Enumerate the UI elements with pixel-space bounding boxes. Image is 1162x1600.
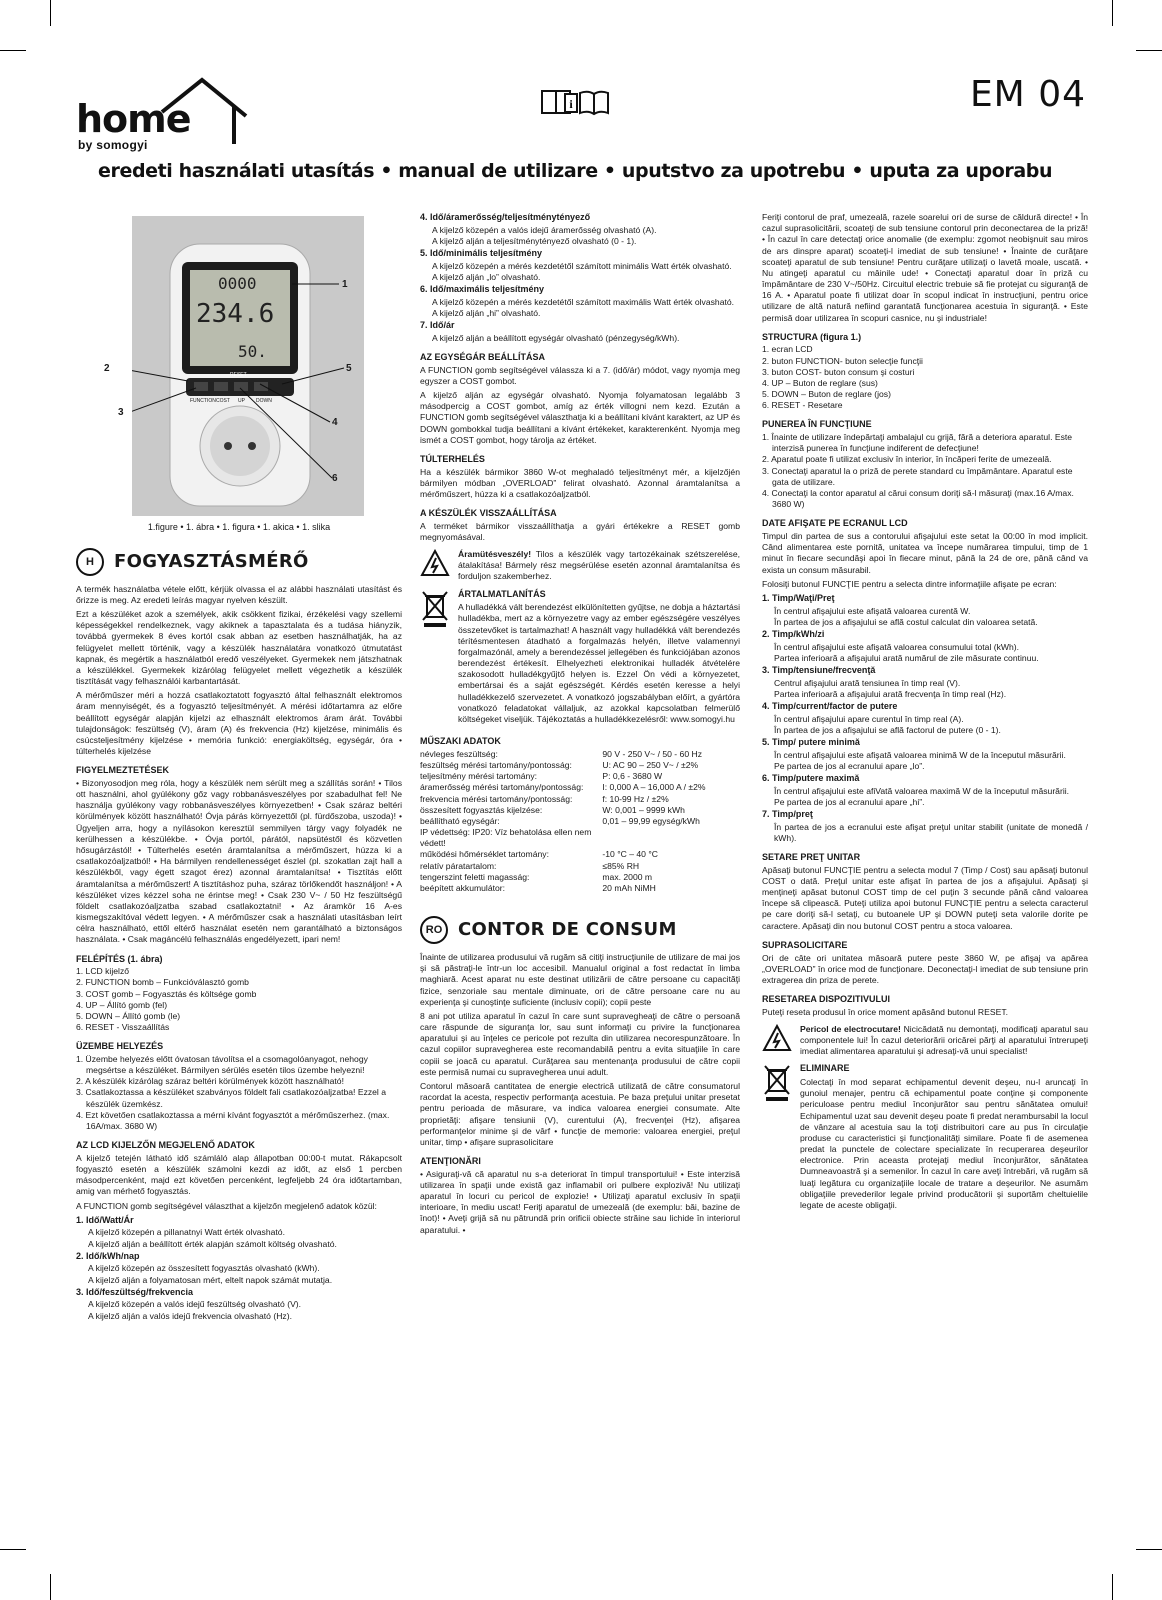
mode-text: A kijelző alján a beállított egységár olvasható (pénzegység/kWh).	[432, 332, 680, 343]
subheading: MŰSZAKI ADATOK	[420, 736, 501, 747]
language-badge-hu: H	[76, 548, 104, 576]
list-item: 1. Üzembe helyezés előtt óvatosan távolítsa el a csomagolóanyagot, nehogy megsértse a készüléket. Bármilyen sérülés esetén tilos üzembe helyezni!	[76, 1053, 368, 1076]
list-item: 1. Înainte de utilizare îndepărtaţi ambalajul cu grijă, fără a deteriora aparatul. Este interzisă punerea în funcţiune indiferent de defecţiune!	[762, 432, 1073, 454]
spec-value: max. 2000 m	[602, 871, 653, 882]
mode-heading: 7. Idő/ár	[420, 320, 455, 331]
crop-mark	[1136, 50, 1162, 51]
mode-text: În partea de jos a ecranului este afişat preţul unitar stabilit (unitate de monedă / kWh).	[774, 821, 1088, 843]
spec-label: beépített akkumulátor:	[420, 882, 506, 893]
list-item: 5. DOWN – Állító gomb (le)	[76, 1010, 181, 1021]
paragraph: Apăsaţi butonul FUNCŢIE pentru a selecta modul 7 (Timp / Cost) sau apăsaţi butonul COST o dată. Preţul unitar este afişat în partea de jos a afişajului. Apăsaţi şi menţineţi apăsat butonul COST timp de cel puţin 3 secunde până când valoarea începe să clipească. Puteţi utiliza apoi butonul FUNCŢIE pentru a selecta caracterul pe care doriţi să-l setaţi, cu butoanele UP şi DOWN puteţi seta valorile dorite pe caractere. Apăsaţi din nou butonul COST pentru a stoca valoarea.	[762, 864, 1088, 931]
spec-label: áramerősség mérési tartomány/pontosság:	[420, 782, 584, 793]
list-item: 3. Conectaţi aparatul la o priză de perete standard cu împământare. Aparatul este gata de utilizare.	[762, 465, 1073, 487]
subheading: SETARE PREŢ UNITAR	[762, 852, 861, 863]
table-row	[420, 861, 740, 872]
mode-heading: 6. Timp/putere maximă	[762, 773, 860, 784]
list-item: 4. UP – Állító gomb (fel)	[76, 999, 168, 1010]
warning-text: Tilos a készülék vagy tartozékainak szétszerelése, átalakítása! Bármely rész megsérülése esetén azonnal áramtalanítsa és forduljon szakemberhez.	[458, 549, 740, 582]
crop-mark	[50, 1574, 51, 1600]
paragraph: Ori de câte ori unitatea măsoară putere peste 3860 W, pe afişaj va apărea „OVERLOAD” în orice mod de funcţionare. Deconectaţi-l imediat de sub tensiune prin extragerea din priza de perete.	[762, 952, 1088, 985]
disposal-notice	[420, 589, 740, 729]
subheading: TÚLTERHELÉS	[420, 453, 485, 464]
list-item: 5. DOWN – Buton de reglare (jos)	[762, 389, 891, 400]
subheading: ELIMINARE	[800, 1063, 850, 1074]
spec-label: relatív páratartalom:	[420, 860, 497, 871]
list-item: 6. RESET - Visszaállítás	[76, 1022, 170, 1033]
mode-heading: 1. Timp/Waţi/Preţ	[762, 592, 835, 603]
subheading: DATE AFIŞATE PE ECRANUL LCD	[762, 518, 908, 529]
function-button-label: FUNCTION	[190, 398, 216, 404]
mode-text: A kijelző alján „hi” olvasható.	[432, 307, 541, 318]
list-item: 4. Ezt követően csatlakoztassa a mérni kívánt fogyasztót a mérőműszerhez. (max. 16A/max. 3680 W)	[76, 1109, 390, 1131]
paragraph: A kijelző alján az egységár olvasható. Nyomja folyamatosan legalább 3 másodpercig a COST gombot, amíg az érték villogni nem kezd. Ezután a FUNCTION gomb segítségével választhatja ki a beállítani kívánt karaktert, az UP és DOWN gombokkal tudja beállítani a kívánt értékeket, karakterenként. Nyomja meg ismét a COST gombot, hogy tárolja az értéket.	[420, 389, 740, 445]
mode-heading: 3. Idő/feszültség/frekvencia	[76, 1286, 194, 1297]
crop-mark	[0, 1549, 26, 1550]
paragraph: A FUNCTION gomb segítségével válassza ki a 7. (idő/ár) módot, vagy nyomja meg egyszer a COST gombot.	[420, 364, 740, 386]
callout-6: 6	[332, 473, 338, 484]
paragraph: 8 ani pot utiliza aparatul în cazul în care sunt supravegheaţi de către o persoană care răspunde de siguranţa lor, sau sunt informaţi cu privire la funcţionarea aparatului şi au înţeles ce pericole pot rezulta din utilizarea necorespunzătoare. În cazul copiilor supravegherea este recomandabilă pentru a evita situaţiile în care copiii se joacă cu aparatul. Curăţarea sau mentenanţa produsului de către copii este permisă numai cu supravegherea unui adult.	[420, 1010, 740, 1077]
table-row	[420, 749, 740, 760]
mode-text: A kijelző alján a valós idejű frekvencia olvasható (Hz).	[88, 1310, 292, 1321]
column-hungarian	[76, 212, 402, 1322]
paragraph: A termék használatba vétele előtt, kérjük olvassa el az alábbi használati utasítást és őrizze is meg. Az eredeti leírás magyar nyelven készült.	[76, 583, 402, 605]
mode-text: În partea de jos a afişajului se află factorul de putere (0 - 1).	[774, 724, 1001, 735]
list-item: 4. Conectaţi la contor aparatul al cărui consum doriţi să-l măsuraţi (max.16 A/max. 3680 W)	[762, 487, 1074, 510]
spec-label: működési hőmérséklet tartomány:	[420, 849, 549, 860]
mode-heading: 1. Idő/Watt/Ár	[76, 1214, 134, 1225]
table-row	[420, 805, 740, 816]
figure-caption: 1.figure • 1. ábra • 1. figura • 1. akica • 1. slika	[147, 522, 331, 532]
mode-text: În centrul afişajului apare curentul în timp real (A).	[774, 713, 964, 724]
spec-value: W: 0,001 – 9999 kWh	[602, 804, 685, 815]
list-item: 6. RESET - Resetare	[762, 400, 843, 411]
model-number: EM 04	[969, 74, 1086, 115]
paragraph: Puteţi reseta produsul în orice moment apăsând butonul RESET.	[762, 1006, 1009, 1017]
electric-hazard-icon	[762, 1024, 792, 1052]
up-button-label: UP	[238, 398, 245, 404]
spec-value: f: 10-99 Hz / ±2%	[602, 793, 669, 804]
electric-shock-warning	[420, 549, 740, 583]
paragraph: Folosiţi butonul FUNCŢIE pentru a selecta dintre informaţiile afişate pe ecran:	[762, 578, 1057, 589]
mode-text: A kijelző alján a teljesítménytényező olvasható (0 - 1).	[432, 235, 637, 246]
brand-logo	[76, 76, 251, 156]
spec-value: U: AC 90 – 250 V~ / ±2%	[602, 760, 699, 771]
table-row	[420, 883, 740, 894]
table-row	[420, 827, 740, 849]
list-item: 1. LCD kijelző	[76, 966, 130, 977]
down-button-label: DOWN	[256, 398, 272, 404]
crop-mark	[1136, 1549, 1162, 1550]
table-row	[420, 782, 740, 793]
subheading: AZ EGYSÉGÁR BEÁLLÍTÁSA	[420, 351, 546, 362]
mode-heading: 3. Timp/tensiune/frecvenţă	[762, 664, 876, 675]
svg-text:i: i	[569, 97, 573, 111]
mode-text: În partea de jos a afişajului se află costul calculat din valoarea setată.	[774, 616, 1038, 627]
callout-2: 2	[104, 363, 110, 374]
paragraph: A hulladékká vált berendezést elkülönítetten gyűjtse, ne dobja a háztartási hulladékba, mert az a környezetre vagy az ember egészségére veszélyes összetevőket is tartalmazhat! A használt vagy hulladékká vált berendezés térítésmentesen átadható a forgalmazás helyén, illetve valamennyi forgalmazónál, amely a berendezéssel jellegében és funkciójában azonos berendezést értékesít. Elhelyezheti elektronikai hulladék átvételére szakosodott hulladékgyűjtő helyen is. Ezzel Ön védi a környezetet, embertársai és a saját egészségét. Kérdés esetén keresse a helyi hulladékkezelő szervezetet. A vonatkozó jogszabályban előírt, a gyártóra vonatkozó feladatokat vállaljuk, az azokkal kapcsolatban felmerülő költségeket viseljük. Tájékoztatás a hulladékkezelésről: www.somogyi.hu	[458, 602, 740, 724]
read-manual-icon	[540, 88, 610, 116]
subheading: FIGYELMEZTETÉSEK	[76, 765, 170, 776]
mode-text: Pe partea de jos al ecranului apare „lo”.	[774, 760, 925, 771]
paragraph: Înainte de utilizarea produsului vă rugăm să citiţi instrucţiunile de utilizare de mai jos şi să păstraţi-le într-un loc accesibil. Manualul original a fost redactat în limba maghiară. Acest aparat nu este destinat utilizării de către persoane cu capacităţi fizice, senzoriale sau mentale diminuate, ori de către persoane care nu au experienţa şi cunoştinţe suficiente (inclusiv copii); copii peste	[420, 952, 740, 1007]
page-subtitle: eredeti használati utasítás • manual de utilizare • uputstvo za upotrebu • uputa za uporabu	[98, 160, 1053, 182]
callout-5: 5	[346, 363, 352, 374]
column-middle	[420, 212, 740, 1239]
subheading: PUNEREA ÎN FUNCŢIUNE	[762, 419, 872, 430]
mode-heading: 5. Timp/ putere minimă	[762, 737, 860, 747]
mode-heading: 2. Timp/kWh/zi	[762, 628, 825, 639]
mode-text: A kijelző közepén az összesített fogyasztás olvasható (kWh).	[88, 1263, 320, 1274]
list-item: 3. buton COST- buton consum şi costuri	[762, 366, 915, 377]
mode-text: În centrul afişajului este afişată valoarea consumului total (kWh).	[774, 641, 1020, 652]
table-row	[420, 794, 740, 805]
crop-mark	[50, 0, 51, 26]
subheading: RESETAREA DISPOZITIVULUI	[762, 994, 891, 1005]
subheading: ÜZEMBE HELYEZÉS	[76, 1041, 164, 1052]
spec-value: ≤85% RH	[602, 860, 640, 871]
paragraph: • Bizonyosodjon meg róla, hogy a készülék nem sérült meg a szállítás során! • Tilos ott használni, ahol gyúlékony gőz vagy robbanásveszélyes por szabadulhat fel! Ne használja gyúlékony vagy robbanásveszélyes környezetben! • Csak száraz beltéri körülmények között használható! Óvja párás környezettől (pl. fürdőszoba, uszoda)! • Ügyeljen arra, hogy a nyílásokon keresztül semmilyen tárgy vagy folyadék ne kerülhessen a készülékbe. • Óvja portól, párától, napsütéstől és közvetlen hősugárzástól! • Túlterhelés esetén áramtalanítsa a mérőműszert, húzza ki a csatlakozóaljzatból! • Ha bármilyen rendellenességet észlel (pl. szokatlan zajt hall a készülékből, vagy égett szagot érez) azonnal áramtalanítsa! • Tisztítás előtt áramtalanítsa a mérőműszert! A tisztításhoz puha, száraz törlőkendőt használjon! • A készüléket vizes kézzel soha ne érintse meg! • Csak 230 V~ / 50 Hz feszültségű földelt csatlakozóaljzatba szabad csatlakoztatni! • Az áramkör 16 A-es kismegszakítóval védett legyen. • A mérőműszer csak a használati utasításban leírt célra használható, ettől eltérő használat esetén nem garantálható a biztonságos használata. • Csak magáncélú felhasználás engedélyezett, ipari nem!	[76, 777, 402, 945]
table-row	[420, 816, 740, 827]
paragraph: Feriţi contorul de praf, umezeală, razele soarelui ori de surse de căldură directe! • În cazul suprasolicitării, scoateţi de sub tensiune contorul prin deconectarea de la priză! • În cazul în care detectaţi orice anomalie (de exemplu: zgomot neobişnuit sau miros de ars dinspre aparat) scoateţi-l imediat de sub tensiune! • Înainte de curăţare scoateţi aparatul de sub tensiune! Pentru curăţare utilizaţi o lavetă moale, uscată. • Nu atingeţi aparatul cu mâinile ude! • Conectaţi aparatul doar în priză cu împământare de 230 V~/50Hz. Circuitul electric trebuie să fie protejat cu siguranţă de 16 A. • Aparatul poate fi utilizat doar în scopul indicat în instrucţiuni, pentru orice utilizare de altă natură nefiind garantată funcţionarea acestuia în siguranţă. • Este permisă doar utilizarea în scopuri casnice, nu şi industriale!	[762, 212, 1088, 323]
mode-text: Partea inferioară a afişajului arată frecvenţa în timp real (Hz).	[774, 688, 1007, 699]
mode-text: A kijelző közepén a mérés kezdetétől számított maximális Watt érték olvasható.	[432, 296, 735, 307]
electric-shock-warning	[762, 1024, 1088, 1058]
product-figure	[104, 216, 364, 516]
callout-3: 3	[118, 407, 124, 418]
spec-label: IP védettség: IP20: Víz behatolása ellen nem védett!	[420, 827, 592, 849]
mode-text: A kijelző alján a folyamatosan mért, eltelt napok számát mutatja.	[88, 1274, 333, 1285]
list-item: 2. buton FUNCTION- buton selecţie funcţii	[762, 355, 923, 366]
spec-label: teljesítmény mérési tartomány:	[420, 771, 538, 782]
paragraph: A kijelző tetején látható idő számláló alap állapotban 00:00-t mutat. Rákapcsolt fogyasztó esetén a készülék számolni kezdi az időt, az első 1 percben másodpercenként, majd ezt követően percenként, legfeljebb 24 óra időtartamban, amig van mérhető fogyasztás.	[76, 1152, 402, 1197]
spec-label: névleges feszültség:	[420, 748, 498, 759]
disposal-notice	[762, 1063, 1088, 1214]
subheading: SUPRASOLICITARE	[762, 939, 848, 950]
mode-heading: 4. Timp/current/factor de putere	[762, 700, 898, 711]
language-badge-ro: RO	[420, 916, 448, 944]
section-heading: FOGYASZTÁSMÉRŐ	[114, 550, 309, 572]
lcd-top-readout: 0000	[218, 274, 257, 293]
paragraph: Contorul măsoară cantitatea de energie electrică utilizată de către consumatorul racordat la acesta, respectiv performanţa acestuia. Pe baza preţului unitar presetat pentru perioada de măsurare, va indica valoarea energiei consumate. Alte proprietăţi: afişare tensiunii (V), curentului (A), frecvenţei (Hz), afişarea performanţelor minime şi de vârf • funcţie de memorie: valoarea energiei, preţul unitar, timp • afişare suprasolicitare	[420, 1080, 740, 1147]
warning-label: Pericol de electrocutare!	[800, 1023, 901, 1034]
lcd-main-readout: 234.6	[196, 299, 275, 329]
mode-text: A kijelző közepén a valós idejű áramerősség olvasható (A).	[432, 224, 657, 235]
spec-value: I: 0,000 A – 16,000 A / ±2%	[602, 782, 706, 793]
mode-text: A kijelző közepén a pillanatnyi Watt érték olvasható.	[88, 1227, 285, 1238]
paragraph: A terméket bármikor visszaállíthatja a gyári értékekre a RESET gomb megnyomásával.	[420, 520, 740, 542]
list-item: 1. ecran LCD	[762, 344, 813, 355]
mode-text: A kijelző közepén a mérés kezdetétől számított minimális Watt érték olvasható.	[432, 260, 732, 271]
spec-label: tengerszint feletti magasság:	[420, 871, 530, 882]
mode-heading: 4. Idő/áramerősség/teljesítménytényező	[420, 212, 591, 222]
list-item: 4. UP – Buton de reglare (sus)	[762, 377, 878, 388]
list-item: 2. A készülék kizárólag száraz beltéri körülmények között használható!	[76, 1076, 344, 1087]
logo-wordmark: home	[76, 97, 191, 141]
mode-heading: 5. Idő/minimális teljesítmény	[420, 248, 543, 259]
subheading: A KÉSZÜLÉK VISSZAÁLLÍTÁSA	[420, 508, 557, 519]
lcd-bottom-readout: 50.	[238, 342, 267, 361]
mode-text: A kijelző alján a beállított érték alapján számolt költség olvasható.	[88, 1238, 337, 1249]
paragraph: A FUNCTION gomb segítségével választhat a kijelzőn megjelenő adatok közül:	[76, 1200, 377, 1211]
crop-mark	[1112, 0, 1113, 26]
callout-1: 1	[342, 279, 348, 290]
spec-value: 0,01 – 99,99 egység/kWh	[602, 815, 700, 826]
spec-label: frekvencia mérési tartomány/pontosság:	[420, 793, 573, 804]
crop-mark	[0, 50, 26, 51]
warning-text: Nicicădată nu demontaţi, modificaţi aparatul sau componentele lui! În cazul deteriorării oricărei părţi al aparatului întrerupeţi imediat alimentarea aparatului şi adresaţi-vă unui specialist!	[800, 1023, 1088, 1057]
table-row	[420, 872, 740, 883]
spec-label: feszültség mérési tartomány/pontosság:	[420, 760, 572, 771]
crossed-bin-icon	[420, 589, 450, 629]
subheading: STRUCTURA (figura 1.)	[762, 331, 862, 342]
table-row	[420, 771, 740, 782]
spec-value: 90 V - 250 V~ / 50 - 60 Hz	[602, 748, 702, 759]
spec-value: P: 0,6 - 3680 W	[602, 771, 663, 782]
mode-text: Pe partea de jos al ecranului apare „hi”.	[774, 796, 925, 807]
callout-4: 4	[332, 417, 338, 428]
crossed-bin-icon	[762, 1063, 792, 1103]
cost-button-label: COST	[216, 398, 230, 404]
paragraph: • Asiguraţi-vă că aparatul nu s-a deteriorat în timpul transportului! • Este interzisă utilizarea în spaţii unde există gaz inflamabil ori pulbere explozivă! Nu utilizaţi aparatul în locuri cu pericol de explozie! • Utilizaţi aparatul exclusiv în spaţii interioare, în mediu uscat! Feriţi aparatul de umezeală (de exemplu: băi, bazine de înot)! • Aveţi grijă să nu pătrundă prin orificii obiecte străine sau lichide în interiorul aparatului. •	[420, 1168, 740, 1235]
mode-text: Centrul afişajului arată tensiunea în timp real (V).	[774, 677, 961, 688]
paragraph: Colectaţi în mod separat echipamentul devenit deşeu, nu-l aruncaţi în gunoiul menajer, pentru că echipamentul poate conţine şi componente periculoase pentru mediul înconjurător sau pentru sănătatea omului! Echipamentul uzat sau devenit deşeu poate fi predat nerambursabil la locul de vânzare al acestuia sau la toţi distribuitori care au pus în circulaţie produse cu caracteristici şi funcţionalităţi similare. Poate fi de asemenea predat la punctele de colectare specializate în recuperarea deşeurilor electronice. Prin aceasta protejaţi mediul înconjurător, sănătatea Dumneavoastră şi a semenilor. În cazul în care aveţi întrebări, vă rugăm să luaţi legătura cu organizaţiile locale de tratare a deşeurilor. Ne asumăm obligaţiile prevederilor legale privind producătorii şi suportăm cheltuielile legate de aceste obligaţii.	[800, 1077, 1088, 1210]
mode-heading: 2. Idő/kWh/nap	[76, 1250, 140, 1261]
column-romanian	[762, 212, 1088, 1220]
spec-value	[602, 827, 740, 849]
table-row	[420, 760, 740, 771]
reset-button-label: RESET	[230, 372, 247, 378]
table-row	[420, 849, 740, 860]
section-title-hu	[76, 548, 402, 576]
section-heading: CONTOR DE CONSUM	[458, 919, 677, 941]
crop-mark	[1112, 1574, 1113, 1600]
paragraph: Ezt a készüléket azok a személyek, akik csökkent fizikai, érzékelési vagy szellemi képességekkel rendelkeznek, vagy akiknek a tapasztalata és a tudása hiányzik, továbbá gyermekek 8 éves kortól csak abban az esetben használhatják, ha az felügyelet mellett történik, vagy a készülék használatára vonatkozó útmutatást kapnak, és megértik a használatból eredő veszélyeket. Gyermekek nem játszhatnak a készülékkel. Gyermekek kizárólag felügyelet mellett végezhetik a készülék tisztítását vagy felhasználói karbantartását.	[76, 609, 402, 687]
spec-label: beállítható egységár:	[420, 815, 500, 826]
list-item: 3. COST gomb – Fogyasztás és költsége gomb	[76, 988, 257, 999]
paragraph: Ha a készülék bármikor 3860 W-ot meghaladó teljesítményt mér, a kijelzőjén bármilyen módban „OVERLOAD” felirat olvasható. Azonnal áramtalanítsa a mérőműszert, húzza ki a csatlakozóaljzatból.	[420, 466, 740, 499]
mode-heading: 7. Timp/preţ	[762, 809, 813, 820]
subheading: FELÉPÍTÉS (1. ábra)	[76, 953, 163, 964]
list-item: 2. Aparatul poate fi utilizat exclusiv în interior, în încăperi ferite de umezeală.	[762, 454, 1052, 465]
list-item: 3. Csatlakoztassa a készüléket szabványos földelt fali csatlakozóaljzatba! Ezzel a készülék üzemkész.	[76, 1087, 387, 1109]
mode-text: Partea inferioară a afişajului arată numărul de zile măsurate continuu.	[774, 652, 1039, 663]
subheading: ATENŢIONĂRI	[420, 1156, 481, 1167]
mode-text: A kijelző közepén a valós idejű feszültség olvasható (V).	[88, 1299, 302, 1310]
spec-label: összesített fogyasztás kijelzése:	[420, 804, 543, 815]
warning-label: Áramütésveszély!	[458, 549, 532, 560]
subheading: AZ LCD KIJELZŐN MEGJELENŐ ADATOK	[76, 1140, 255, 1151]
list-item: 2. FUNCTION bomb – Funkcióválasztó gomb	[76, 977, 249, 988]
paragraph: A mérőműszer méri a hozzá csatlakoztatott fogyasztó által felhasznált elektromos áram mennyiségét, és a fogyasztó teljesítményét. A mérési időtartamra az előre beállított egységár alapján kijelzi az elhasznált elektromos áram árát. További tulajdonságok: feszültség (V), áram (A) és frekvencia (Hz) kijelzése, minimális és csúcsteljesítmény kijelzése • memória funkció: energiaköltség, egységár, óra • túlterhelés kijelzése	[76, 690, 402, 757]
technical-data-table	[420, 749, 740, 894]
mode-text: În centrul afişajului este afişată valoarea curentă W.	[774, 605, 971, 616]
electric-hazard-icon	[420, 549, 450, 577]
subheading: ÁRTALMATLANÍTÁS	[458, 588, 546, 599]
mode-text: În centrul afişajului este afişată valoarea minimă W de la începutul măsurării.	[774, 749, 1066, 760]
mode-text: A kijelző alján „lo” olvasható.	[432, 271, 541, 282]
energy-meter-illustration	[132, 216, 364, 516]
mode-heading: 6. Idő/maximális teljesítmény	[420, 284, 545, 295]
paragraph: Timpul din partea de sus a contorului afişajului este setat la 00:00 în mod implicit. Când alimentarea este pornită, unitatea va începe numărarea timpului, timp de 1 minut în fiecare secundăşi apoi în fiecare minut, până la 24 de ore, până când va exista un consum măsurabil.	[762, 531, 1088, 575]
logo-tagline: by somogyi	[78, 138, 148, 152]
mode-text: În centrul afişajului este afiVată valoarea maximă W de la începutul măsurării.	[774, 785, 1070, 796]
section-title-ro	[420, 916, 740, 944]
spec-value: -10 °C – 40 °C	[602, 849, 658, 860]
spec-value: 20 mAh NiMH	[602, 882, 656, 893]
